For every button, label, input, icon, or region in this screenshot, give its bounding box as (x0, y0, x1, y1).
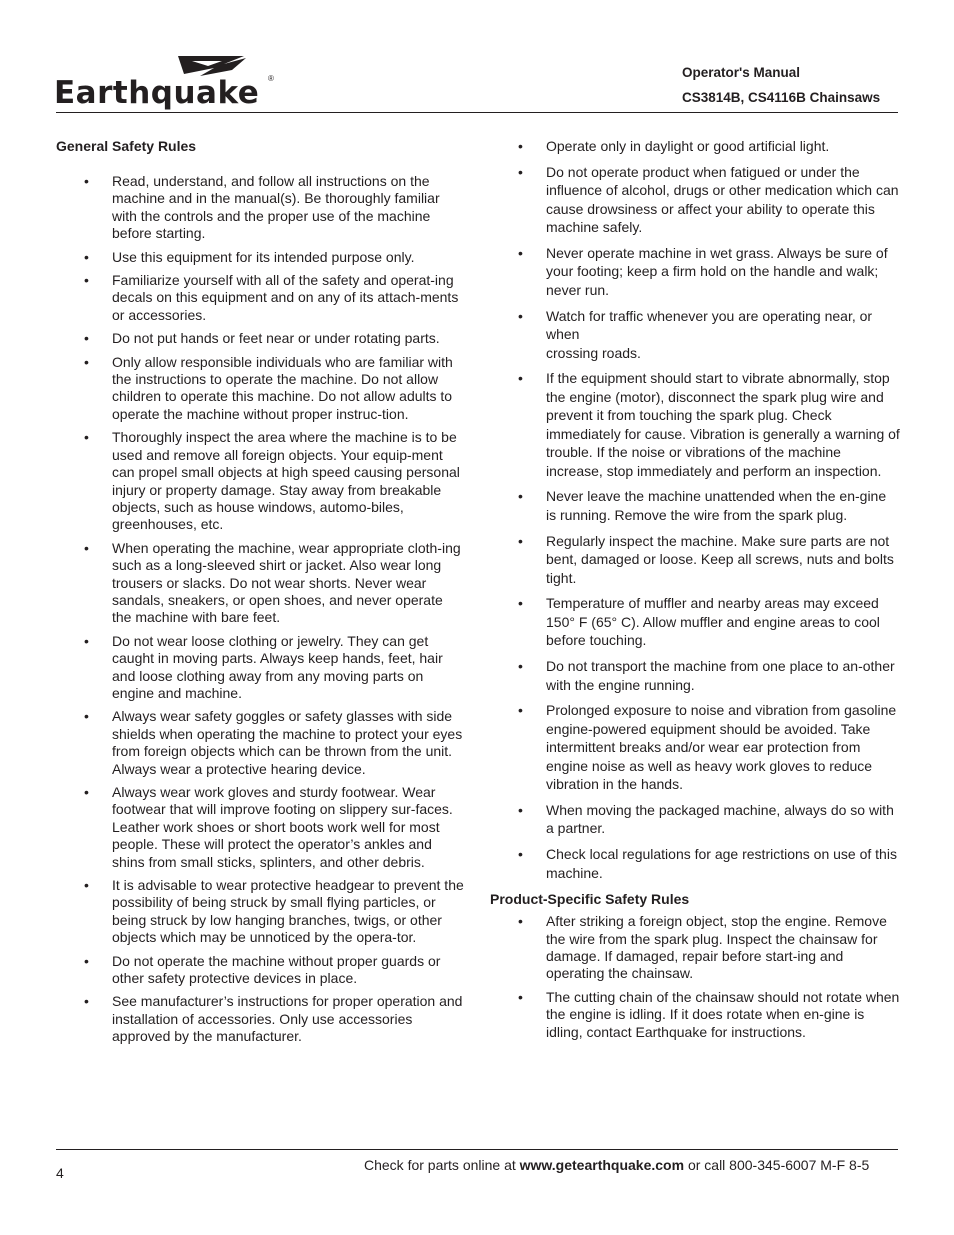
bullet: • (84, 784, 89, 800)
bullet: • (84, 952, 89, 969)
bullet: • (84, 539, 89, 556)
list-item: • Familiarize yourself with all of the safety and operat-ing decals on this equipment and on any of its attach-ments or accessories. (84, 272, 459, 323)
bullet: • (518, 702, 523, 719)
bullet: • (518, 532, 523, 549)
list-item: • After striking a foreign object, stop the engine. Remove the wire from the spark plug. Inspect the chainsaw for damage. If damaged, repair before start-ing and operating the chainsaw. (518, 913, 887, 982)
bullet: • (518, 370, 523, 387)
logo-wordmark: Earthquake (54, 75, 260, 111)
list-item: • Do not transport the machine from one place to an-other with the engine running. (518, 658, 895, 693)
model-subtitle: CS3814B, CS4116B Chainsaws (682, 90, 881, 105)
bullet: • (84, 632, 89, 649)
list-item: • The cutting chain of the chainsaw should not rotate when the engine is idling. If it does rotate when en-gine is idling, contact Earthquake for instructions. (518, 988, 900, 1040)
footer-prefix: Check for parts online at (364, 1157, 520, 1173)
list-item: • Never operate machine in wet grass. Always be sure of your footing; keep a firm hold on the handle and walk; never run. (518, 245, 888, 298)
list-item: • Thoroughly inspect the area where the machine is to be used and remove all foreign objects. Your equip-ment can propel small objects at high speed causing personal injury or property damage. Stay away from breakable objects, such as house windows, automo-biles, greenhouses, etc. (84, 429, 460, 533)
list-item: • Check local regulations for age restrictions on use of this machine. (518, 846, 897, 881)
section-title-general: General Safety Rules (56, 138, 197, 154)
list-item: • If the equipment should start to vibrate abnormally, stop the engine (motor), disconnect the spark plug wire and prevent it from touching the spark plug. Check immediately for cause. Vibration is generally a warning of trouble. If the noise or vibrations of the machine increase, stop immediately and perform an inspection. (518, 370, 900, 479)
bullet: • (518, 138, 523, 154)
bullet: • (84, 993, 89, 1010)
list-item: • Always wear safety goggles or safety glasses with side shields when operating the machine to protect your eyes from foreign objects which can be thrown from the unit. Always wear a protective hearing device. (84, 708, 463, 777)
list-item: • Do not operate product when fatigued or under the influence of alcohol, drugs or other medication which can cause drowsiness or affect your ability to operate this machine safely. (518, 163, 899, 236)
bullet: • (518, 802, 523, 818)
footer-suffix: or call 800-345-6007 M-F 8-5 (684, 1157, 870, 1173)
header-rule (56, 112, 898, 113)
bullet: • (84, 272, 89, 289)
list-item: • Watch for traffic whenever you are operating near, or when crossing roads. (518, 307, 873, 361)
list-item: • Prolonged exposure to noise and vibration from gasoline engine-powered equipment should be avoided. Take intermittent breaks and/or wear ear protection from engine noise as well as heavy work gloves to reduce vibration in the hands. (518, 702, 897, 793)
bullet: • (518, 307, 523, 324)
document-header (682, 60, 912, 110)
footer-contact (364, 1157, 869, 1173)
list-item: • See manufacturer’s instructions for proper operation and installation of accessories. Only use accessories approved by the manufacturer. (84, 993, 463, 1045)
list-item: • Read, understand, and follow all instructions on the machine and in the manual(s). Be thoroughly familiar with the controls and the proper use of the machine before starting. (84, 173, 440, 242)
list-item: • Do not operate the machine without proper guards or other safety protective devices in place. (84, 952, 441, 987)
list-item: • Never leave the machine unattended when the en-gine is running. Remove the wire from the spark plug. (518, 488, 887, 523)
bullet: • (518, 163, 523, 180)
bullet: • (84, 248, 89, 265)
left-column (56, 137, 466, 1052)
bullet: • (84, 708, 89, 725)
manual-title: Operator's Manual (682, 65, 800, 80)
brand-logo (54, 52, 276, 116)
registered-mark: ® (268, 74, 274, 83)
bullet: • (84, 330, 89, 347)
section-title-product: Product-Specific Safety Rules (490, 891, 690, 908)
page-number: 4 (56, 1165, 64, 1181)
list-item: • Only allow responsible individuals who are familiar with the instructions to operate the machine. Do not allow children to operate this machine. Do not allow adults to operate the machine without proper instruc-tion. (84, 353, 453, 422)
list-item: • Always wear work gloves and sturdy footwear. Wear footwear that will improve footing on slippery sur-faces. Leather work shoes or short boots work well for most people. These will protect the operator’s ankles and shins from small sticks, splinters, and other debris. (84, 784, 453, 870)
general-rules-list (56, 173, 466, 1046)
bullet: • (84, 429, 89, 446)
footer-url-link[interactable]: www.getearthquake.com (519, 1157, 685, 1173)
footer-rule (56, 1149, 898, 1150)
bullet: • (518, 846, 523, 863)
list-item: • When moving the packaged machine, always do so with a partner. (518, 802, 894, 837)
list-item: • Do not wear loose clothing or jewelry. They can get caught in moving parts. Always keep hands, feet, hair and loose clothing away from any moving parts on engine and machine. (84, 632, 443, 701)
list-item: • Operate only in daylight or good artificial light. (518, 138, 830, 154)
list-item: • Regularly inspect the machine. Make sure parts are not bent, damaged or loose. Keep all screws, nuts and bolts tight. (518, 532, 894, 586)
general-rules-list-continued (490, 137, 900, 882)
list-item: • When operating the machine, wear appropriate cloth-ing such as a long-sleeved shirt or jacket. Also wear long trousers or slacks. Do not wear shorts. Never wear sandals, sneakers, or open shoes, and never operate the machine with bare feet. (84, 539, 461, 626)
list-item: • It is advisable to wear protective headgear to prevent the possibility of being struck by small flying particles, or being struck by low hanging branches, twigs, or other objects which may be unnoticed by the opera-tor. (84, 877, 464, 946)
bullet: • (518, 595, 523, 612)
right-column (490, 137, 900, 1047)
list-item: • Do not put hands or feet near or under rotating parts. (84, 330, 440, 347)
bullet: • (84, 173, 89, 189)
product-rules-list (490, 913, 900, 1041)
bullet: • (84, 877, 89, 894)
bullet: • (84, 353, 89, 370)
bullet: • (518, 913, 523, 930)
bullet: • (518, 658, 523, 675)
bullet: • (518, 988, 523, 1005)
bullet: • (518, 245, 523, 262)
list-item: • Use this equipment for its intended purpose only. (84, 248, 415, 265)
list-item: • Temperature of muffler and nearby areas may exceed 150° F (65° C). Allow muffler and engine areas to cool before touching. (518, 595, 880, 649)
bullet: • (518, 488, 523, 505)
